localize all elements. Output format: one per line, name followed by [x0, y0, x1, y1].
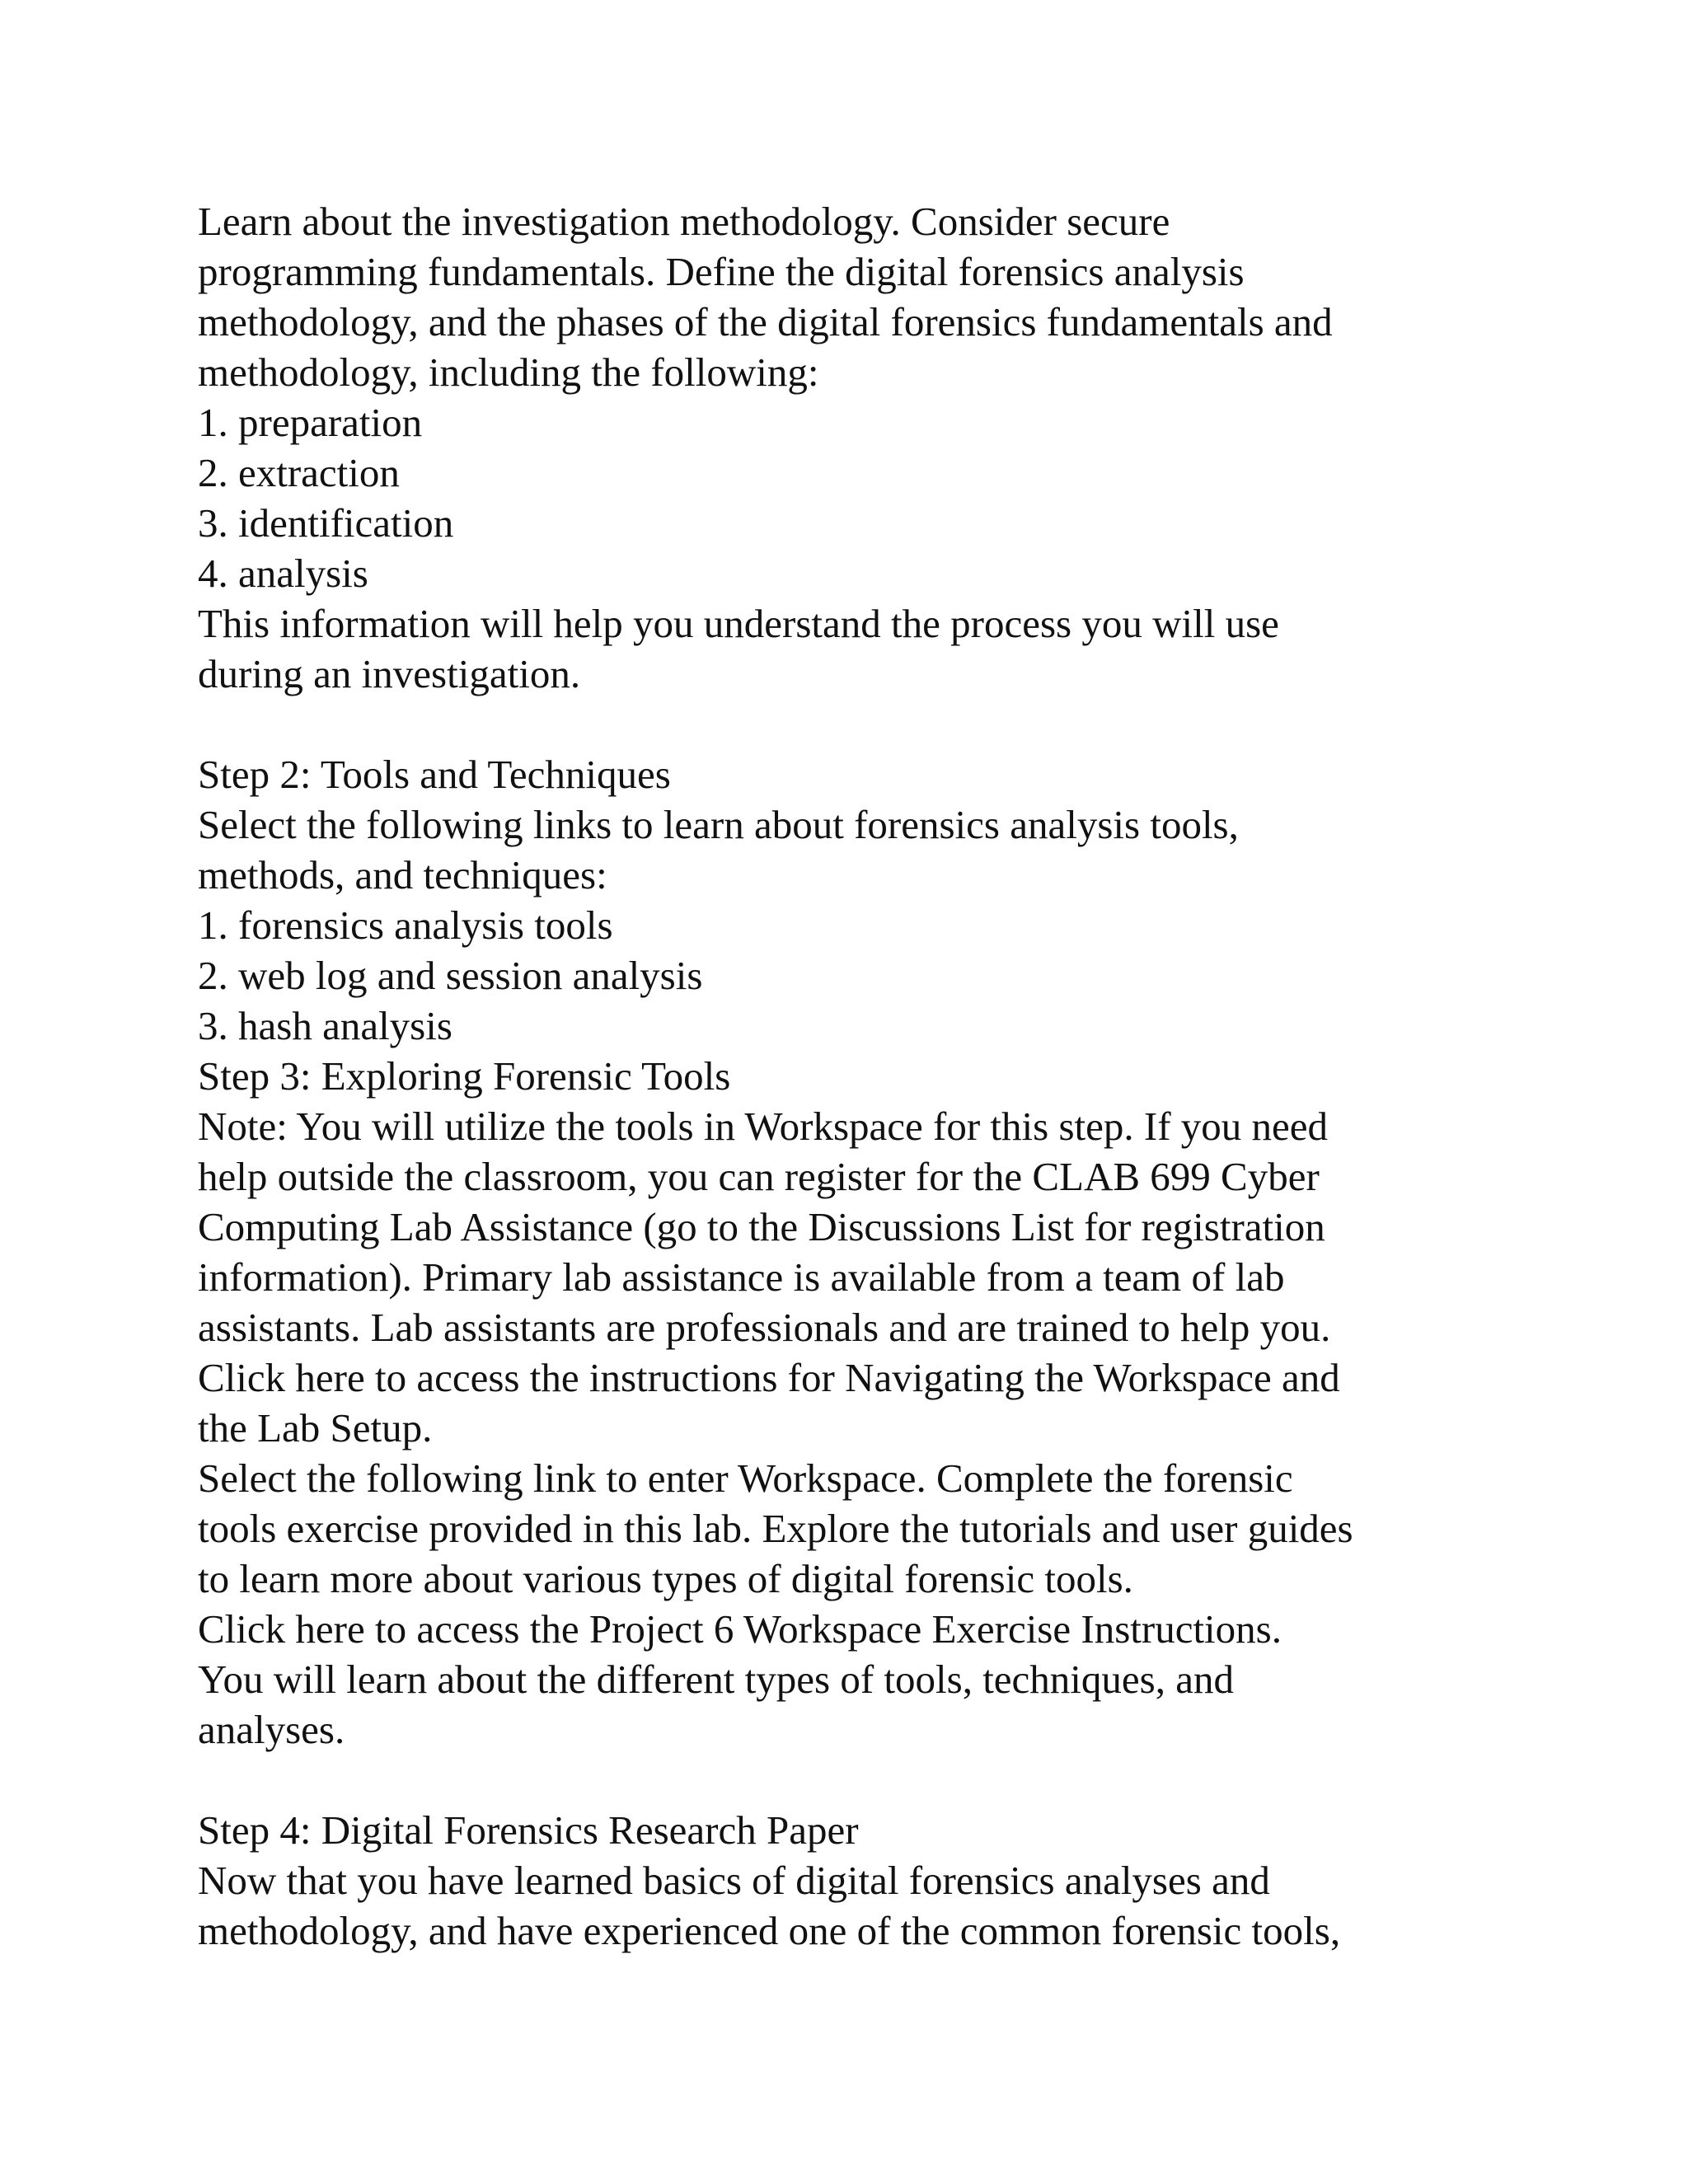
step-4-section	[198, 1805, 1533, 1956]
text-line: analyses.	[198, 1707, 345, 1752]
text-line: Computing Lab Assistance (go to the Discussions List for registration	[198, 1204, 1325, 1249]
paragraph-spacer	[198, 699, 1533, 749]
text-line: Learn about the investigation methodology. Consider secure	[198, 199, 1170, 244]
list-item: 1. preparation	[198, 400, 423, 445]
list-item: 3. hash analysis	[198, 1003, 452, 1048]
list-item: 2. web log and session analysis	[198, 953, 703, 998]
text-line: the Lab Setup.	[198, 1405, 433, 1451]
text-line: Note: You will utilize the tools in Workspace for this step. If you need	[198, 1104, 1329, 1149]
text-line: Now that you have learned basics of digital forensics analyses and	[198, 1858, 1270, 1903]
text-line: You will learn about the different types of tools, techniques, and	[198, 1657, 1234, 1702]
text-line: methodology, and the phases of the digital forensics fundamentals and	[198, 299, 1333, 344]
text-line: methodology, and have experienced one of the common forensic tools,	[198, 1908, 1341, 1953]
text-line: methodology, including the following:	[198, 349, 819, 395]
text-line: Select the following link to enter Workspace. Complete the forensic	[198, 1455, 1293, 1501]
list-item: 3. identification	[198, 500, 454, 546]
text-line: This information will help you understand the process you will use	[198, 601, 1279, 646]
document-body	[198, 196, 1533, 1956]
paragraph-spacer	[198, 1755, 1533, 1805]
list-item: 2. extraction	[198, 450, 400, 495]
text-line: programming fundamentals. Define the digital forensics analysis	[198, 249, 1245, 294]
text-line: methods, and techniques:	[198, 852, 607, 898]
step-4-heading: Step 4: Digital Forensics Research Paper	[198, 1807, 859, 1853]
text-line: Click here to access the instructions for Navigating the Workspace and	[198, 1355, 1340, 1400]
text-line: to learn more about various types of digital forensic tools.	[198, 1556, 1133, 1601]
phases-list	[198, 397, 1533, 598]
intro-closing	[198, 598, 1533, 699]
text-line: Select the following links to learn about forensics analysis tools,	[198, 802, 1239, 847]
step-2-section	[198, 749, 1533, 1051]
text-line: information). Primary lab assistance is available from a team of lab	[198, 1254, 1285, 1300]
text-line: help outside the classroom, you can register for the CLAB 699 Cyber	[198, 1154, 1320, 1199]
list-item: 1. forensics analysis tools	[198, 902, 613, 948]
text-line: assistants. Lab assistants are professionals and are trained to help you.	[198, 1305, 1331, 1350]
text-line: Click here to access the Project 6 Workspace Exercise Instructions.	[198, 1606, 1282, 1652]
text-line: tools exercise provided in this lab. Explore the tutorials and user guides	[198, 1506, 1353, 1551]
step-2-heading: Step 2: Tools and Techniques	[198, 752, 671, 797]
intro-paragraph	[198, 196, 1533, 397]
step-3-heading: Step 3: Exploring Forensic Tools	[198, 1053, 731, 1099]
text-line: during an investigation.	[198, 651, 581, 696]
list-item: 4. analysis	[198, 551, 368, 596]
step-3-section	[198, 1051, 1533, 1755]
